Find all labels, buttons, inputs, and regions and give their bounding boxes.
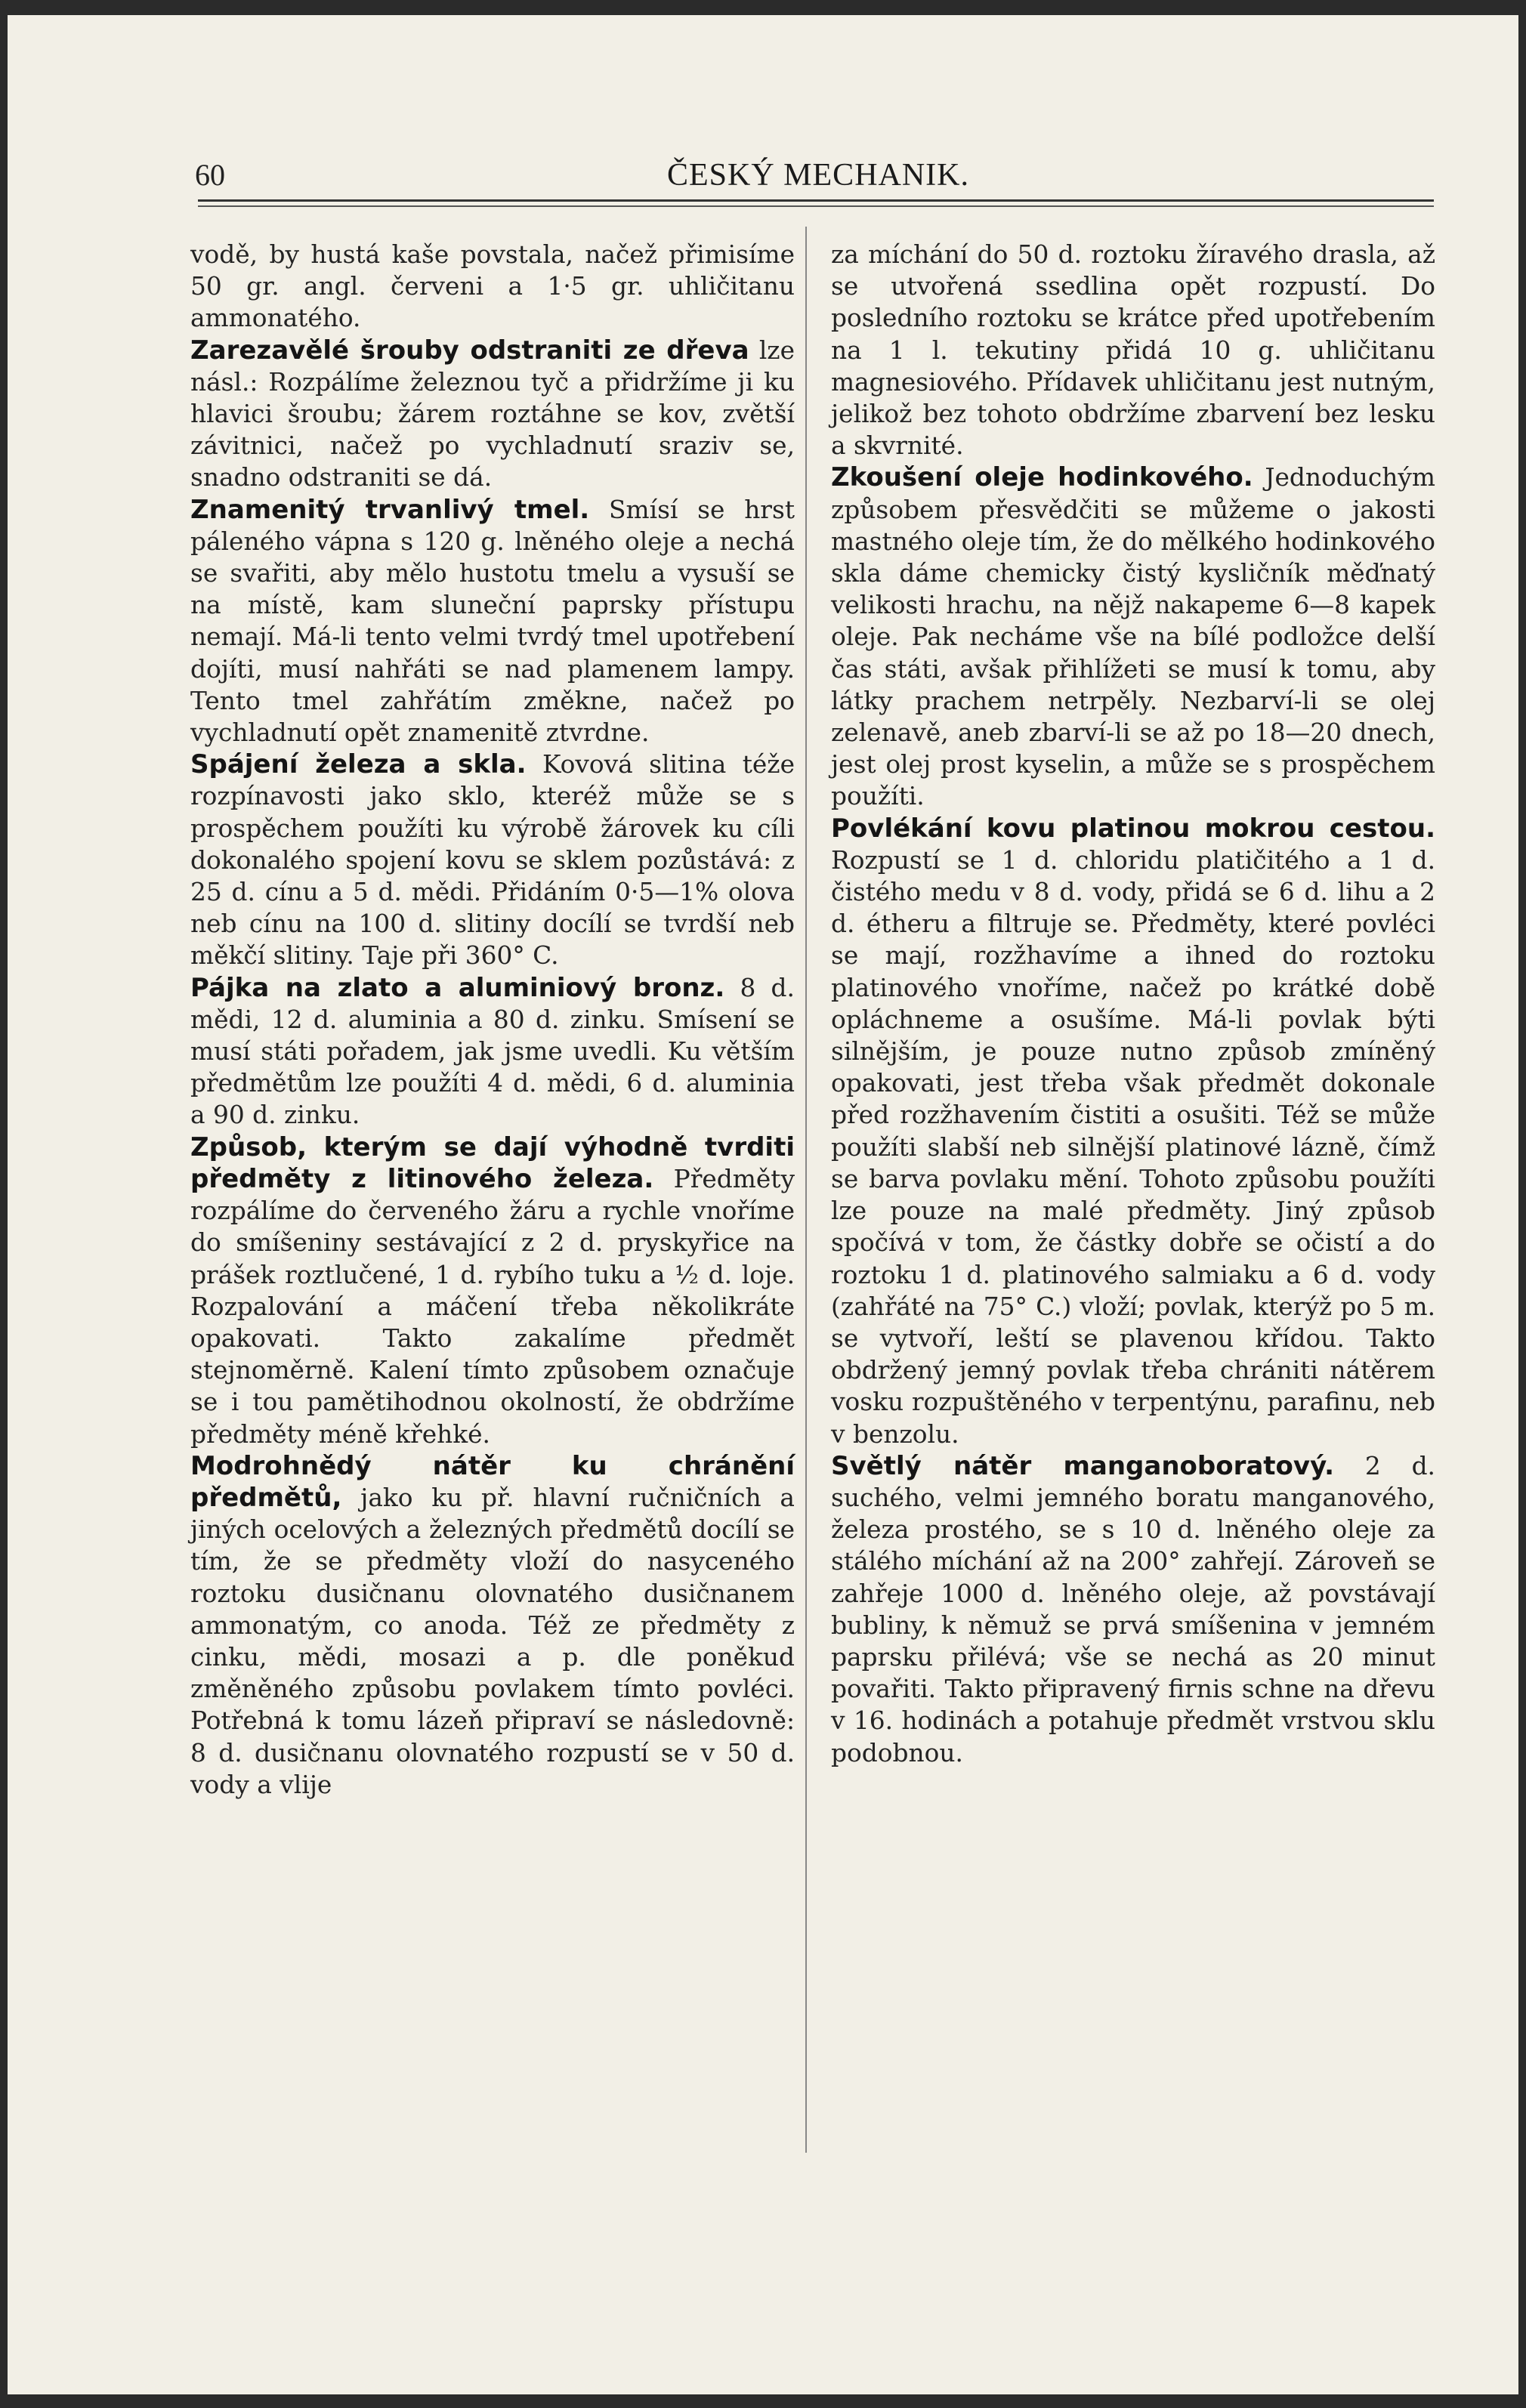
article-text: jako ku př. hlavní ručničních a jiných ocelových a železných předmětů docílí se tím, že se předměty vloží do nasyceného roztoku dusičnanu olovnatého dusičnanem ammonatým, co anoda. Též ze předměty z cinku, mědi, mosazi a p. dle poněkud změněného způsobu povlakem tímto povléci. Potřebná k tomu lázeň připraví se následovně: 8 d. dusičnanu olovnatého rozpustí se v 50 d. vody a vlije bbox=[190, 1483, 795, 1799]
article-paragraph bbox=[831, 1450, 1435, 1769]
article-text: za míchání do 50 d. roztoku žíravého drasla, až se utvořená ssedlina opět rozpustí. Do posledního roztoku se krátce před upotřebením na 1 l. tekutiny přidá 10 g. uhličitanu magnesiového. Přídavek uhličitanu jest nutným, jelikož bez tohoto obdržíme zbarvení bez lesku a skvrnité. bbox=[831, 240, 1435, 461]
article-heading: Spájení železa a skla. bbox=[190, 749, 527, 780]
header-rule-thin bbox=[198, 205, 1434, 207]
article-text: Smísí se hrst páleného vápna s 120 g. lněného oleje a nechá se svařiti, aby mělo hustotu tmelu a vysuší se na místě, kam sluneční paprsky přístupu nemají. Má-li tento velmi tvrdý tmel upotřebení dojíti, musí nahřáti se nad plamenem lampy. Tento tmel zahřátím změkne, načež po vychladnutí opět znamenitě ztvrdne. bbox=[190, 495, 795, 748]
running-header bbox=[195, 157, 1441, 202]
journal-title: ČESKÝ MECHANIK. bbox=[666, 158, 969, 193]
article-text: vodě, by hustá kaše povstala, načež přimisíme 50 gr. angl. červeni a 1·5 gr. uhličitanu ammonatého. bbox=[190, 240, 795, 333]
article-paragraph bbox=[190, 335, 795, 494]
article-heading: Modrohnědý nátěr ku chránění předmětů, bbox=[190, 1450, 795, 1513]
article-paragraph bbox=[190, 1450, 795, 1801]
article-paragraph bbox=[190, 239, 795, 335]
column-divider bbox=[805, 227, 807, 2153]
article-paragraph bbox=[190, 972, 795, 1131]
article-paragraph bbox=[831, 813, 1435, 1450]
article-text: Rozpustí se 1 d. chloridu platičitého a 1 d. čistého medu v 8 d. vody, přidá se 6 d. lihu a 2 d. étheru a filtruje se. Předměty, které povléci se mají, rozžhavíme a ihned do roztoku platinového vnoříme, načež po krátké době opláchneme a osušíme. Má-li povlak býti silnějším, je pouze nutno způsob zmíněný opakovati, jest třeba však předmět dokonale před rozžhavením čistiti a osušiti. Též se může použíti slabší neb silnější platinové lázně, čímž se barva povlaku mění. Tohoto způsobu použíti lze pouze na malé předměty. Jiný způsob spočívá v tom, že částky dobře se očistí a do roztoku 1 d. platinového salmiaku a 6 d. vody (zahřáté na 75° C.) vloží; povlak, kterýž po 5 m. se vytvoří, leští se plavenou křídou. Takto obdržený jemný povlak třeba chrániti nátěrem vosku rozpuštěného v terpentýnu, parafinu, neb v benzolu. bbox=[831, 845, 1435, 1449]
article-text: Kovová slitina téže rozpínavosti jako sklo, kteréž může se s prospěchem použíti ku výrobě žárovek ku cíli dokonalého spojení kovu se sklem pozůstává: z 25 d. cínu a 5 d. mědi. Přidáním 0·5—1% olova neb cínu na 100 d. slitiny docílí se tvrdší neb měkčí slitiny. Taje při 360° C. bbox=[190, 750, 795, 971]
article-heading: Pájka na zlato a aluminiový bronz. bbox=[190, 972, 725, 1003]
right-column bbox=[831, 239, 1435, 1769]
article-text: 2 d. suchého, velmi jemného boratu manganového, železa prostého, se s 10 d. lněného oleje za stálého míchání až na 200° zahřejí. Zároveň se zahřeje 1000 d. lněného oleje, až povstávají bubliny, k němuž se prvá smíšenina v jemném paprsku přilévá; vše se nechá as 20 minut povařiti. Takto připravený firnis schne na dřevu v 16. hodinách a potahuje předmět vrstvou sklu podobnou. bbox=[831, 1451, 1435, 1767]
article-paragraph bbox=[190, 494, 795, 749]
article-heading: Světlý nátěr manganoboratový. bbox=[831, 1450, 1335, 1481]
page-number: 60 bbox=[195, 158, 225, 192]
article-heading: Zarezavělé šrouby odstraniti ze dřeva bbox=[190, 335, 749, 366]
article-text: lze násl.: Rozpálíme železnou tyč a přidržíme ji ku hlavici šroubu; žárem roztáhne se kov, zvětší závitnici, načež po vychladnutí sraziv se, snadno odstraniti se dá. bbox=[190, 335, 795, 492]
article-text: Předměty rozpálíme do červeného žáru a rychle vnoříme do smíšeniny sestávající z 2 d. pryskyřice na prášek roztlučené, 1 d. rybího tuku a ½ d. loje. Rozpalování a máčení třeba několikráte opakovati. Takto zakalíme předmět stejnoměrně. Kalení tímto způsobem označuje se i tou pamětihodnou okolností, že obdržíme předměty méně křehké. bbox=[190, 1164, 795, 1449]
article-paragraph bbox=[831, 239, 1435, 462]
article-heading: Zkoušení oleje hodinkového. bbox=[831, 462, 1253, 493]
article-text: 8 d. mědi, 12 d. aluminia a 80 d. zinku. Smísení se musí státi pořadem, jak jsme uvedli. Ku větším předmětům lze použíti 4 d. mědi, 6 d. aluminia a 90 d. zinku. bbox=[190, 973, 795, 1130]
left-column bbox=[190, 239, 795, 1801]
article-heading: Znamenitý trvanlivý tmel. bbox=[190, 494, 590, 525]
article-heading: Povlékání kovu platinou mokrou cestou. bbox=[831, 813, 1435, 844]
article-heading: Způsob, kterým se dají výhodně tvrditi předměty z litinového železa. bbox=[190, 1131, 795, 1194]
article-paragraph bbox=[190, 1131, 795, 1450]
article-paragraph bbox=[831, 462, 1435, 812]
article-text: Jednoduchým způsobem přesvědčiti se můžeme o jakosti mastného oleje tím, že do mělkého hodinkového skla dáme chemicky čistý kysličník měďnatý velikosti hrachu, na nějž nakapeme 6—8 kapek oleje. Pak necháme vše na bílé podložce delší čas státi, avšak přihlížeti se musí k tomu, aby látky prachem netrpěly. Nezbarví-li se olej zelenavě, aneb zbarví-li se až po 18—20 dnech, jest olej prost kyselin, a může se s prospěchem použíti. bbox=[831, 463, 1435, 811]
article-paragraph bbox=[190, 749, 795, 971]
header-rule bbox=[198, 199, 1434, 202]
